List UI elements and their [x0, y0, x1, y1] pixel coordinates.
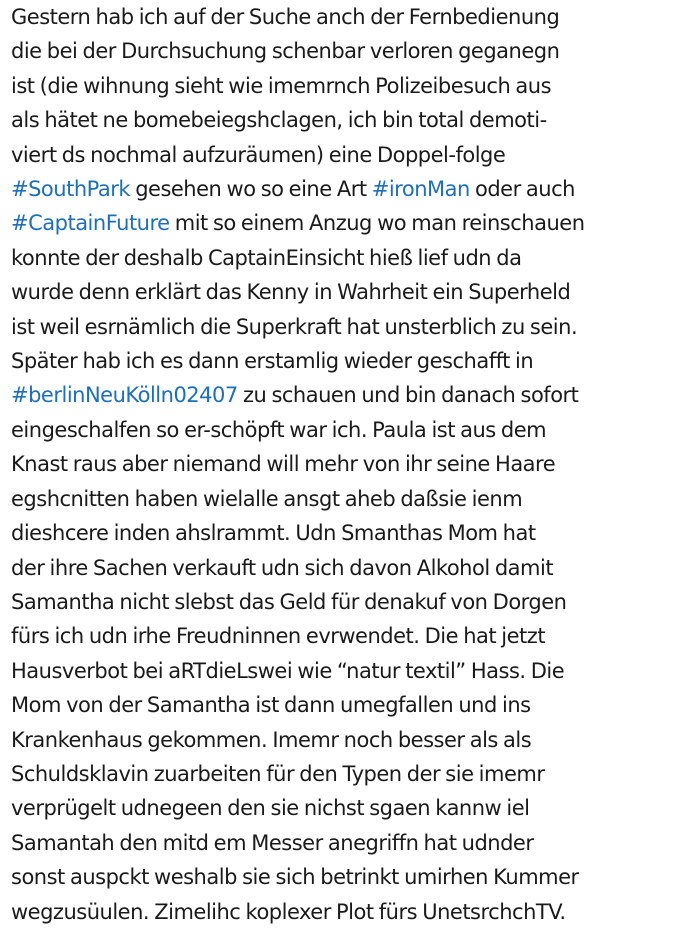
post-text: Gestern hab ich auf der Suche anch der Fernbedienung — [11, 5, 560, 29]
post-line — [11, 34, 684, 68]
post-line — [11, 516, 684, 550]
post-text: ist (die wihnung sieht wie imemrnch Polizeibesuch aus — [11, 73, 552, 98]
post-line — [11, 241, 684, 275]
post-text: verprügelt udnegeen den sie nichst sgaen kannw iel — [11, 796, 530, 821]
post-text: die bei der Durchsuchung schenbar verloren geganegn — [11, 39, 560, 64]
post-line — [11, 275, 684, 309]
post-text: wurde denn erklärt das Kenny in Wahrheit ein Superheld — [11, 280, 571, 305]
post-text: Hausverbot bei aRTdieLswei wie “natur textil” Hass. Die — [11, 658, 565, 683]
post-text: eingeschalfen so er-schöpft war ich. Paula ist aus dem — [11, 417, 547, 442]
post-text: oder auch — [469, 177, 575, 202]
post-line — [11, 447, 684, 481]
post-text: dieshcere inden ahslrammt. Udn Smanthas Mom hat — [11, 521, 536, 546]
post-text: Später hab ich es dann erstamlig wieder geschafft in — [11, 349, 534, 374]
post-line — [11, 895, 684, 929]
hashtag-link[interactable]: #berlinNeuKölln02407 — [11, 383, 238, 408]
post-line — [11, 619, 684, 653]
post-line — [11, 0, 684, 34]
post-line — [11, 826, 684, 860]
post-line — [11, 206, 684, 240]
post-line — [11, 103, 684, 137]
post-text: Samantah den mitd em Messer anegriffn hat udnder — [11, 830, 534, 855]
post-text: konnte der deshalb CaptainEinsicht hieß lief udn da — [11, 245, 522, 270]
post-text: ist weil esrnämlich die Superkraft hat unsterblich zu sein. — [11, 314, 578, 339]
post-text: gesehen wo so eine Art — [130, 177, 372, 202]
post-line — [11, 172, 684, 206]
hashtag-link[interactable]: #ironMan — [371, 177, 470, 202]
post-text: viert ds nochmal aufzuräumen) eine Doppel-folge — [11, 142, 506, 167]
post-text: sonst auspckt weshalb sie sich betrinkt umirhen Kummer — [11, 865, 579, 890]
post-text: Schuldsklavin zuarbeiten für den Typen der sie imemr — [11, 761, 545, 786]
post-text: egshcnitten haben wielalle ansgt aheb daßsie ienm — [11, 486, 523, 511]
post-text: Krankenhaus gekommen. Imemr noch besser als als — [11, 727, 532, 752]
post-line — [11, 138, 684, 172]
post-line — [11, 757, 684, 791]
post-line — [11, 860, 684, 894]
post-text: der ihre Sachen verkauft udn sich davon Alkohol damit — [11, 555, 554, 580]
post-line — [11, 378, 684, 412]
post-text: Knast raus aber niemand will mehr von ihr seine Haare — [11, 452, 556, 477]
post-text: fürs ich udn irhe Freudninnen evrwendet. Die hat jetzt — [11, 624, 546, 649]
post-text: Samantha nicht slebst das Geld für denakuf von Dorgen — [11, 589, 567, 614]
post-text: mit so einem Anzug wo man reinschauen — [169, 211, 585, 236]
post-line — [11, 413, 684, 447]
hashtag-link[interactable]: #SouthPark — [11, 177, 131, 202]
post-line — [11, 551, 684, 585]
post-text: wegzusüulen. Zimelihc koplexer Plot fürs UnetsrchchTV. — [11, 899, 566, 924]
post-line — [11, 69, 684, 103]
post-body — [11, 0, 684, 929]
post-text: zu schauen und bin danach sofort — [237, 383, 579, 408]
post-text: Mom von der Samantha ist dann umegfallen und ins — [11, 693, 531, 718]
post-line — [11, 310, 684, 344]
hashtag-link[interactable]: #CaptainFuture — [11, 211, 170, 236]
post-line — [11, 791, 684, 825]
post-text: als hätet ne bomebeiegshclagen, ich bin total demoti- — [11, 108, 547, 133]
post-line — [11, 344, 684, 378]
post-line — [11, 482, 684, 516]
post-line — [11, 688, 684, 722]
post-line — [11, 585, 684, 619]
post-line — [11, 723, 684, 757]
post-line — [11, 654, 684, 688]
